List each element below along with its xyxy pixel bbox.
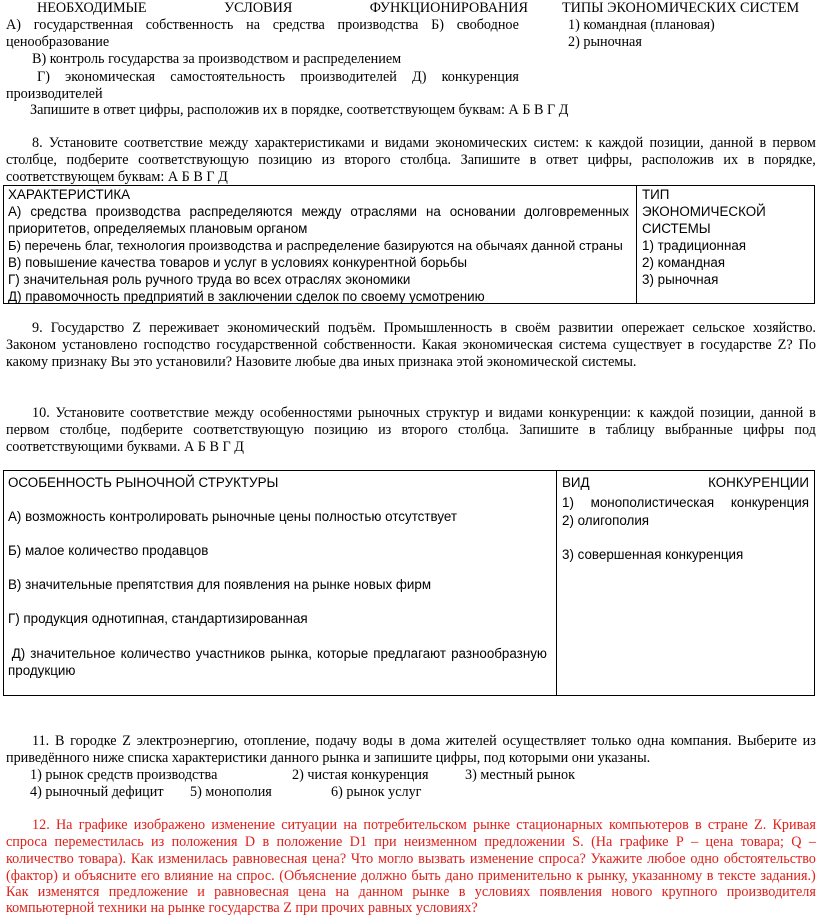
word: опережает [621, 320, 685, 336]
word: каждой [649, 405, 695, 421]
word: применительно [478, 868, 572, 884]
word: могло [378, 851, 414, 867]
word: данной [709, 135, 754, 151]
word: тексте [718, 868, 756, 884]
word: существует [612, 337, 682, 353]
q7-instruction: Запишите в ответ цифры, расположив их в порядке, соответствующем буквам: А Б В Г Д [30, 102, 569, 118]
word: Законом [6, 337, 57, 353]
word: к [636, 405, 644, 421]
word: Q [791, 834, 802, 850]
q10-option-3: 3) совершенная конкуренция [562, 547, 744, 562]
q8-table-divider [636, 185, 637, 304]
q10-prompt-line-2 [6, 422, 816, 439]
q10-row-b: Б) малое количество продавцов [8, 543, 209, 558]
word: графике [78, 817, 128, 833]
word: Что [350, 851, 374, 867]
word: в [262, 834, 270, 850]
q8-option-1: 1) традиционная [642, 238, 747, 253]
word: только [591, 733, 632, 749]
word: На [55, 817, 73, 833]
word: городке [70, 733, 117, 749]
word: собственности. [323, 337, 416, 353]
word: рынке [412, 884, 450, 900]
q9-line-2 [6, 337, 816, 354]
q8-prompt-line-1 [32, 135, 816, 152]
word: предлагают [373, 646, 447, 661]
q8-prompt-line-3: соответствующем буквам: А Б В Г Д [6, 169, 228, 185]
q11-option-1: 1) рынок средств производства [30, 767, 218, 783]
word: на [246, 17, 260, 33]
word: крупного [661, 884, 718, 900]
word: графике [619, 834, 669, 850]
word: второго [344, 152, 391, 168]
word: появления [539, 884, 603, 900]
word: Как [6, 884, 29, 900]
q10-col-left-header: ОСОБЕННОСТЬ РЫНОЧНОЙ СТРУКТУРЫ [8, 475, 279, 490]
word: в [529, 152, 537, 168]
word: цифры [743, 422, 785, 438]
word: Как [130, 851, 154, 867]
word: государственная [33, 17, 133, 33]
word: цифры, [587, 152, 633, 168]
q11-option-3: 3) местный рынок [465, 767, 575, 783]
q11-option-6: 6) рынок услуг [331, 784, 422, 800]
word: видами [498, 405, 544, 421]
word: значительное [30, 646, 116, 661]
word: выбранные [664, 422, 733, 438]
word: осуществляет [502, 733, 586, 749]
word: конкуренция [730, 495, 809, 510]
word: D1 [349, 834, 367, 850]
word: система [558, 337, 607, 353]
word: потребительском [363, 817, 467, 833]
word: производителя [726, 884, 816, 900]
word: количество [6, 851, 74, 867]
word: одна [637, 733, 665, 749]
word: ФУНКЦИОНИРОВАНИЯ [369, 0, 528, 16]
q10-prompt-line-1 [32, 405, 816, 422]
q9-line-1 [32, 320, 816, 337]
word: разнообразную [451, 646, 547, 661]
q7-line-v: В) контроль государства за производством и распределением [32, 51, 402, 67]
word: Установите [55, 405, 125, 421]
word: государственной [216, 337, 318, 353]
word: изменение [469, 851, 534, 867]
word: предложении [484, 834, 565, 850]
word: в [398, 733, 406, 749]
word: распределяются [189, 204, 293, 219]
word: влияние [164, 868, 214, 884]
word: указанному [632, 868, 703, 884]
word: из [151, 834, 165, 850]
word: равновесная [232, 851, 308, 867]
word: в [706, 868, 714, 884]
word: на [425, 204, 441, 219]
word: рынку, [587, 868, 628, 884]
q7-right-option-1: 1) командная (плановая) [568, 17, 715, 33]
word: изменение [211, 817, 276, 833]
word: НЕОБХОДИМЫЕ [37, 0, 147, 16]
word: рыночных [357, 405, 421, 421]
word: систем: [533, 135, 580, 151]
word: при [374, 834, 397, 850]
q12-line-5 [6, 884, 816, 901]
word: самостоятельность [170, 69, 286, 85]
word: – [691, 834, 699, 850]
word: в [747, 152, 755, 168]
word: порядке, [763, 152, 816, 168]
word: экономический [227, 320, 320, 336]
word: экономическая [462, 337, 553, 353]
word: и [197, 884, 205, 900]
word: 12. [32, 817, 50, 833]
q10-table-divider [556, 470, 557, 696]
word: на [335, 884, 350, 900]
word: позиции, [649, 135, 704, 151]
word: Выберите [737, 733, 797, 749]
word: переместилась [54, 834, 144, 850]
word: (фактор) [6, 868, 58, 884]
word: позицию [314, 422, 368, 438]
word: неизменном [403, 834, 478, 850]
word: к [576, 868, 583, 884]
word: в [809, 405, 816, 421]
word: второго [401, 422, 448, 438]
word: основании [449, 204, 516, 219]
word: структур [425, 405, 480, 421]
word: соответствие [130, 405, 209, 421]
word: любое [647, 851, 686, 867]
word: компьютеров [608, 817, 689, 833]
word: характеристиками [254, 135, 365, 151]
q8-row-v: В) повышение качества товаров и услуг в условиях конкурентной борьбы [8, 255, 468, 270]
q7-line-a-cont: ценообразование [6, 34, 110, 50]
word: Д) [412, 69, 427, 85]
word: нового [611, 884, 653, 900]
word: таблицу [605, 422, 655, 438]
word: равновесная [214, 884, 289, 900]
word: господство [143, 337, 211, 353]
word: должно [361, 868, 407, 884]
word: монополистическая [590, 495, 715, 510]
q11-line-1 [32, 733, 816, 750]
word: положение [276, 834, 343, 850]
word: в [687, 337, 695, 353]
word: условиях [474, 884, 531, 900]
word: свободное [456, 17, 519, 33]
word: в [458, 884, 466, 900]
word: производства [337, 17, 419, 33]
word: изменилась [158, 851, 228, 867]
word: в [759, 135, 767, 151]
word: в [588, 422, 596, 438]
word: их [723, 152, 739, 168]
word: цена [705, 834, 734, 850]
word: В [54, 733, 65, 749]
word: в [694, 817, 702, 833]
q8-option-2: 2) командная [642, 255, 726, 270]
word: из [378, 422, 392, 438]
word: спроса? [538, 851, 586, 867]
word: ответ [545, 152, 579, 168]
word: Государство [50, 320, 125, 336]
word: установлено [62, 337, 138, 353]
q7-line-g-cont: производителей [6, 86, 103, 102]
word: данном [358, 884, 404, 900]
word: товара; [740, 834, 784, 850]
word: которые [317, 646, 369, 661]
q11-option-4: 4) рыночный дефицит [30, 784, 164, 800]
word: Запишите [519, 422, 579, 438]
q8-col-right-header-2: ЭКОНОМИЧЕСКОЙ [642, 204, 766, 219]
word: Б) [431, 17, 444, 33]
q9-line-3: какому признаку Вы это установили? Назовите любые два иных признака этой экономической системы. [6, 354, 637, 370]
word: быть [411, 868, 441, 884]
word: первом [6, 422, 50, 438]
word: и [370, 135, 379, 151]
word: конкуренция [441, 69, 519, 85]
word: ВИД [562, 475, 590, 490]
q8-col-right-header-1: ТИП [642, 187, 670, 202]
q8-row-d: Д) правомочность предприятий в заключении сделок по своему усмотрению [8, 289, 485, 304]
q10-row-v: В) значительные препятствия для появления на рынке новых фирм [8, 577, 432, 592]
word: 11. [32, 733, 50, 749]
q12-line-4 [6, 868, 816, 885]
q11-line-2: приведённого ниже списка характеристики данного рынка и запишите цифры, под которыми они указаны. [6, 750, 651, 766]
word: экономических [435, 135, 528, 151]
q7-header-right: ТИПЫ ЭКОНОМИЧЕСКИХ СИСТЕМ [562, 0, 800, 16]
word: воды [362, 733, 393, 749]
word: спрос. [236, 868, 275, 884]
word: спроса [6, 834, 48, 850]
word: Кривая [772, 817, 816, 833]
word: Промышленность [383, 320, 493, 336]
word: особенностями [259, 405, 353, 421]
word: его [140, 868, 160, 884]
word: столбце, [59, 422, 111, 438]
word: изменятся [37, 884, 100, 900]
q11-option-5: 5) монополия [190, 784, 272, 800]
q8-row-b: Б) перечень благ, технология производства и распределение базируются на обычаях данной страны [8, 238, 623, 253]
word: S. [572, 834, 584, 850]
word: цена? [312, 851, 347, 867]
word: (На [591, 834, 613, 850]
word: столбце, [6, 152, 57, 168]
word: и [62, 868, 70, 884]
word: соответствующую [138, 152, 249, 168]
q12-line-1 [32, 817, 816, 834]
word: переживает [149, 320, 220, 336]
word: позиции, [700, 405, 755, 421]
word: собственность [145, 17, 234, 33]
word: 1) [562, 495, 574, 510]
q12-line-3 [6, 851, 816, 868]
q7-line-g [37, 69, 519, 86]
word: 9. [32, 320, 43, 336]
q11-option-2: 2) чистая конкуренция [292, 767, 429, 783]
q7-header-left [37, 0, 528, 17]
word: данной [760, 405, 804, 421]
word: компания. [670, 733, 732, 749]
word: и [485, 405, 493, 421]
word: электроэнергию, [136, 733, 238, 749]
word: подъём. [327, 320, 376, 336]
word: видами [384, 135, 430, 151]
word: товара). [78, 851, 127, 867]
word: Z. [754, 817, 767, 833]
word: Какая [421, 337, 457, 353]
word: между [301, 204, 342, 219]
word: на [217, 868, 232, 884]
word: между [208, 135, 249, 151]
word: развитии [558, 320, 614, 336]
word: предложение [108, 884, 188, 900]
word: обстоятельство [723, 851, 816, 867]
q12-line-2 [6, 834, 816, 851]
word: каждой [598, 135, 644, 151]
word: дома [410, 733, 441, 749]
word: Z? [777, 337, 793, 353]
word: столбца. [458, 422, 509, 438]
word: жителей [445, 733, 497, 749]
word: своём [515, 320, 551, 336]
word: долговременных [524, 204, 629, 219]
word: участников [195, 646, 266, 661]
word: 10. [32, 405, 50, 421]
word: хозяйство. [752, 320, 816, 336]
q10-row-d [8, 645, 547, 662]
word: соответствующую [193, 422, 304, 438]
word: к [585, 135, 593, 151]
word: конкуренции: [548, 405, 632, 421]
word: задания.) [760, 868, 816, 884]
q8-col-left-header: ХАРАКТЕРИСТИКА [8, 187, 131, 202]
word: количество [120, 646, 191, 661]
word: подберите [66, 152, 129, 168]
word: вызвать [418, 851, 466, 867]
word: Г) [37, 69, 50, 85]
word: рынка, [270, 646, 312, 661]
q12-line-6: компьютерной техники на рынке государства Z при прочих равных условиях? [6, 900, 478, 916]
word: ситуации [281, 817, 338, 833]
word: изображено [133, 817, 206, 833]
word: из [321, 152, 335, 168]
q10-row-g: Г) продукция однотипная, стандартизированная [8, 611, 308, 626]
word: стране [707, 817, 748, 833]
word: Укажите [590, 851, 643, 867]
word: производителей [300, 69, 397, 85]
word: – [808, 834, 816, 850]
q10-row-a: А) возможность контролировать рыночные цены полностью отсутствует [8, 509, 458, 524]
word: D [244, 834, 256, 850]
word: Z [122, 733, 131, 749]
word: 8. [32, 135, 43, 151]
q7-line-a [6, 17, 519, 34]
word: стационарных [516, 817, 603, 833]
word: между [214, 405, 255, 421]
word: одно [690, 851, 719, 867]
word: отопление, [243, 733, 310, 749]
q8-row-a [8, 203, 629, 220]
q8-row-a-cont: приоритетов, определяемых плановым органом [8, 221, 308, 236]
word: из [802, 733, 816, 749]
word: КОНКУРЕНЦИИ [708, 475, 809, 490]
word: рынке [473, 817, 511, 833]
word: соответствие [123, 135, 203, 151]
word: дано [445, 868, 474, 884]
q10-col-right-header [562, 474, 809, 491]
word: По [798, 337, 816, 353]
q10-option-2: 2) олигополия [562, 513, 650, 528]
word: позицию [258, 152, 313, 168]
word: столбца. [400, 152, 452, 168]
word: средства [30, 204, 87, 219]
q8-col-right-header-3: СИСТЕМЫ [642, 221, 711, 236]
word: под [794, 422, 816, 438]
word: подберите [120, 422, 183, 438]
q10-prompt-line-3: соответствующими буквами. А Б В Г Д [6, 439, 244, 455]
word: сельское [692, 320, 745, 336]
word: государстве [700, 337, 772, 353]
word: УСЛОВИЯ [224, 0, 293, 16]
word: Д) [8, 646, 26, 661]
word: (Объяснение [279, 868, 357, 884]
word: отраслями [350, 204, 417, 219]
word: Запишите [460, 152, 521, 168]
word: А) [8, 204, 22, 219]
q8-option-3: 3) рыночная [642, 272, 719, 287]
word: на [343, 817, 358, 833]
word: P [675, 834, 684, 850]
q7-right-option-2: 2) рыночная [568, 34, 642, 50]
word: расположив [641, 152, 714, 168]
word: А) [6, 17, 21, 33]
q8-row-g: Г) значительная роль ручного труда во всех отраслях экономики [8, 272, 411, 287]
word: положения [171, 834, 238, 850]
word: экономическая [65, 69, 156, 85]
word: Установите [48, 135, 118, 151]
word: Z [132, 320, 142, 336]
word: средства [272, 17, 325, 33]
word: цена [298, 884, 326, 900]
q10-option-1 [562, 494, 809, 511]
word: в [500, 320, 508, 336]
word: производства [95, 204, 181, 219]
word: подачу [315, 733, 357, 749]
q10-row-d-cont: продукцию [8, 663, 76, 678]
word: первом [772, 135, 816, 151]
word: объясните [74, 868, 137, 884]
q8-prompt-line-2 [6, 152, 816, 169]
